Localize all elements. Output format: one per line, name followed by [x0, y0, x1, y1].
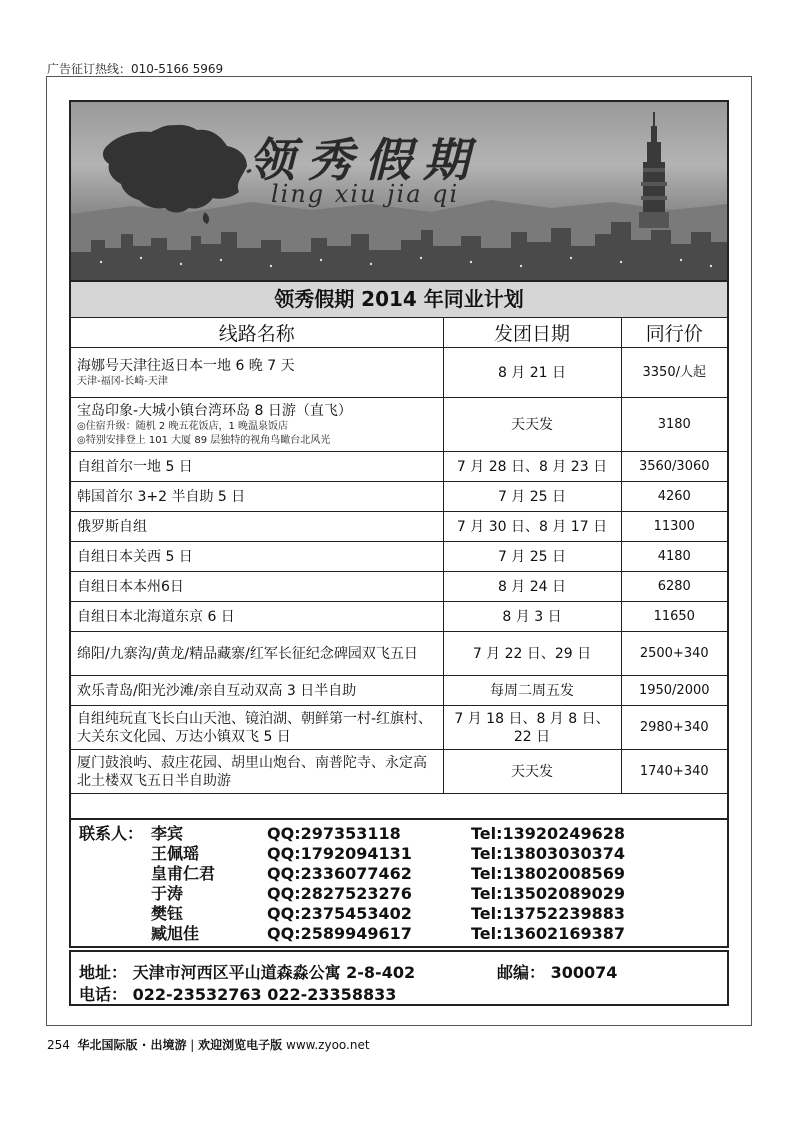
table-row [71, 512, 727, 542]
departure-date: 天天发 [443, 750, 621, 794]
footer-divider: | [190, 1038, 195, 1052]
route-cell [71, 482, 443, 512]
route-detail: ◎特别安排登上 101 大厦 89 层独特的视角鸟瞰台北风光 [77, 434, 331, 446]
contact-phone: Tel:13602169387 [471, 924, 625, 943]
route-cell [71, 676, 443, 706]
route-name: 自组首尔一地 5 日 [77, 458, 193, 475]
ad-hotline: 广告征订热线：010-5166 5969 [47, 62, 224, 76]
departure-date: 7 月 22 日、29 日 [443, 632, 621, 676]
route-name: 绵阳/九寨沟/黄龙/精品藏寨/红军长征纪念碑园双飞五日 [77, 645, 418, 662]
trade-price: 1740+340 [621, 750, 727, 794]
route-name: 自组日本本州6日 [77, 578, 184, 595]
route-cell [71, 572, 443, 602]
route-cell [71, 602, 443, 632]
phone-line: 电话： 022-23532763 022-23358833 [79, 985, 397, 1004]
contact-name: 王佩瑶 [151, 844, 200, 863]
trade-price: 3350/人起 [621, 348, 727, 398]
contact-qq: QQ:2375453402 [267, 904, 412, 923]
route-name: 自组纯玩直飞长白山天池、镜泊湖、朝鲜第一村-红旗村、大关东文化园、万达小镇双飞 5 日 [77, 710, 433, 745]
header-price: 同行价 [621, 318, 727, 348]
departure-date: 8 月 21 日 [443, 348, 621, 398]
contact-phone: Tel:13752239883 [471, 904, 625, 923]
route-name: 厦门鼓浪屿、菽庄花园、胡里山炮台、南普陀寺、永定高北土楼双飞五日半自助游 [77, 754, 427, 789]
trade-price: 2980+340 [621, 706, 727, 750]
page-number: 254 [47, 1038, 70, 1052]
route-name: 宝岛印象-大城小镇台湾环岛 8 日游（直飞） [77, 402, 352, 419]
route-detail: ◎住宿升级：随机 2 晚五花饭店，1 晚温泉饭店 [77, 420, 288, 432]
route-name: 韩国首尔 3+2 半自助 5 日 [77, 488, 246, 505]
table-row [71, 398, 727, 452]
address-line: 地址： 天津市河西区平山道森淼公寓 2-8-402 [79, 963, 416, 982]
departure-date: 7 月 25 日 [443, 482, 621, 512]
contact-qq: QQ:2336077462 [267, 864, 412, 883]
contact-name: 李宾 [151, 824, 184, 843]
trade-price: 2500+340 [621, 632, 727, 676]
trade-price: 6280 [621, 572, 727, 602]
contact-qq: QQ:297353118 [267, 824, 401, 843]
contact-name: 皇甫仁君 [151, 864, 216, 883]
route-detail: 天津-福冈-长崎-天津 [77, 375, 168, 387]
contact-phone: Tel:13802008569 [471, 864, 625, 883]
contact-qq: QQ:2589949617 [267, 924, 412, 943]
publication-name: 华北国际版 · 出境游 [77, 1038, 187, 1052]
departure-date: 7 月 28 日、8 月 23 日 [443, 452, 621, 482]
postcode: 邮编： 300074 [497, 963, 618, 982]
departure-date: 7 月 18 日、8 月 8 日、22 日 [443, 706, 621, 750]
table-row [71, 348, 727, 398]
contact-name: 于涛 [151, 884, 184, 903]
route-name: 俄罗斯自组 [77, 518, 147, 535]
route-cell [71, 398, 443, 452]
table-row [71, 482, 727, 512]
table-row [71, 452, 727, 482]
table-header-row [71, 318, 727, 348]
address-box [69, 950, 729, 1006]
trade-price: 1950/2000 [621, 676, 727, 706]
route-name: 自组日本关西 5 日 [77, 548, 193, 565]
plan-title: 领秀假期 2014 年同业计划 [71, 280, 727, 318]
table-row [71, 542, 727, 572]
contact-qq: QQ:1792094131 [267, 844, 412, 863]
trade-price: 11650 [621, 602, 727, 632]
contact-phone: Tel:13502089029 [471, 884, 625, 903]
route-cell [71, 348, 443, 398]
departure-date: 8 月 24 日 [443, 572, 621, 602]
table-row [71, 706, 727, 750]
contacts-label: 联系人： [79, 824, 144, 843]
route-name: 海娜号天津往返日本一地 6 晚 7 天 [77, 357, 295, 374]
promo-text: 欢迎浏览电子版 [198, 1038, 283, 1052]
page-footer [47, 1036, 370, 1053]
trade-price: 11300 [621, 512, 727, 542]
departure-date: 每周二周五发 [443, 676, 621, 706]
contact-phone: Tel:13803030374 [471, 844, 625, 863]
departure-date: 7 月 25 日 [443, 542, 621, 572]
table-row [71, 602, 727, 632]
table-row [71, 676, 727, 706]
route-cell [71, 452, 443, 482]
brand-pinyin: ling xiu jia qi [271, 180, 460, 208]
route-cell [71, 512, 443, 542]
table-row [71, 572, 727, 602]
departure-date: 8 月 3 日 [443, 602, 621, 632]
advertisement [69, 100, 729, 948]
contact-name: 臧旭佳 [151, 924, 200, 943]
table-row [71, 632, 727, 676]
route-name: 自组日本北海道东京 6 日 [77, 608, 235, 625]
route-cell [71, 706, 443, 750]
route-name: 欢乐青岛/阳光沙滩/亲自互动双高 3 日半自助 [77, 682, 357, 699]
contact-name: 樊钰 [151, 904, 184, 923]
contact-qq: QQ:2827523276 [267, 884, 412, 903]
route-cell [71, 750, 443, 794]
trade-price: 3560/3060 [621, 452, 727, 482]
contacts-section [71, 818, 727, 946]
table-row [71, 750, 727, 794]
banner-image [71, 102, 727, 280]
brand-logo-text: 领秀假期 [249, 133, 481, 187]
contact-phone: Tel:13920249628 [471, 824, 625, 843]
header-route: 线路名称 [71, 318, 443, 348]
departure-date: 天天发 [443, 398, 621, 452]
route-cell [71, 632, 443, 676]
trade-price: 4260 [621, 482, 727, 512]
trade-price: 3180 [621, 398, 727, 452]
header-date: 发团日期 [443, 318, 621, 348]
departure-date: 7 月 30 日、8 月 17 日 [443, 512, 621, 542]
website-link[interactable]: www.zyoo.net [286, 1038, 370, 1052]
route-price-table [71, 318, 727, 794]
trade-price: 4180 [621, 542, 727, 572]
route-cell [71, 542, 443, 572]
